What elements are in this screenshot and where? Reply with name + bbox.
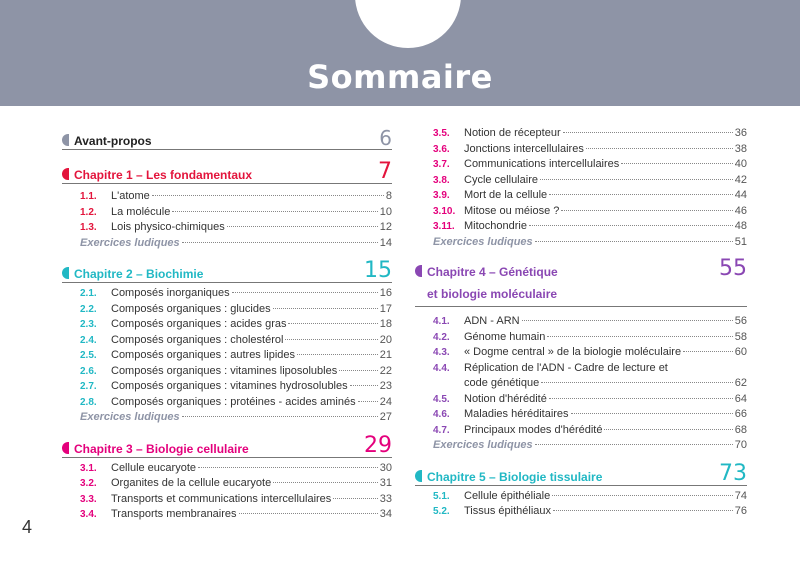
toc-entry[interactable] [62, 461, 392, 477]
entry-title: Cycle cellulaire [464, 173, 538, 186]
leader-dots [549, 398, 733, 399]
toc-entry[interactable] [62, 286, 392, 302]
entry-page: 74 [734, 489, 747, 502]
entry-title: Jonctions intercellulaires [464, 142, 584, 155]
leader-dots [571, 413, 733, 414]
entry-page: 17 [379, 302, 392, 315]
toc-entry[interactable] [62, 364, 392, 380]
leader-dots [358, 401, 378, 402]
toc-entry[interactable] [62, 348, 392, 364]
toc-entry[interactable] [415, 392, 747, 408]
chapter-marker-icon [62, 134, 69, 146]
entry-title: Transports membranaires [111, 508, 237, 520]
entry-title: Principaux modes d'hérédité [464, 423, 603, 436]
leader-dots [273, 482, 378, 483]
toc-entry[interactable] [415, 407, 747, 423]
chapter-page: 73 [719, 460, 747, 486]
exercises-entry[interactable] [62, 410, 392, 426]
entry-number: 2.4. [80, 334, 97, 346]
toc-entry[interactable] [62, 507, 392, 523]
entry-page: 24 [379, 395, 392, 408]
entry-title: Composés organiques : vitamines liposolubles [111, 364, 338, 377]
spacer [62, 426, 392, 436]
toc-entry[interactable] [415, 219, 747, 235]
leader-dots [563, 132, 733, 133]
leader-dots [522, 320, 733, 321]
leader-dots [339, 370, 378, 371]
entry-title: Composés organiques : glucides [111, 302, 271, 315]
entry-title: ADN - ARN [464, 315, 520, 327]
entry-number: 4.1. [433, 316, 450, 327]
toc-entry[interactable] [415, 173, 747, 189]
toc-entry[interactable] [62, 333, 392, 349]
entry-title: Composés organiques : protéines - acides aminés [111, 395, 356, 408]
toc-entry[interactable] [62, 189, 392, 205]
entry-title: Composés organiques : acides gras [111, 318, 287, 330]
entry-number: 2.1. [80, 288, 97, 299]
entry-page: 58 [734, 330, 747, 343]
leader-dots [561, 210, 732, 211]
spacer [62, 150, 392, 162]
leader-dots [182, 416, 378, 417]
entry-title: Lois physico-chimiques [111, 221, 225, 233]
leader-dots [547, 336, 732, 337]
entry-title: Composés organiques : autres lipides [111, 349, 296, 361]
entry-title: Composés organiques : cholestérol [111, 333, 284, 346]
leader-dots [239, 513, 378, 514]
entry-number: 2.2. [80, 303, 97, 315]
entry-number: 1.1. [80, 191, 97, 202]
entry-title: Notion d'hérédité [464, 392, 547, 405]
entry-number: 4.5. [433, 393, 450, 405]
leader-dots [529, 225, 733, 226]
entry-page: 18 [379, 318, 392, 330]
entry-number: 4.7. [433, 424, 450, 436]
toc-entry[interactable] [415, 504, 747, 520]
leader-dots [350, 385, 378, 386]
page-number: 4 [22, 517, 33, 537]
entry-number: 3.1. [80, 462, 97, 474]
entry-page: 21 [379, 349, 392, 361]
entry-number: 3.9. [433, 190, 450, 201]
entry-number: 4.2. [433, 331, 450, 343]
entry-page: 36 [734, 127, 747, 139]
leader-dots [549, 194, 733, 195]
spacer [62, 251, 392, 261]
chapter-page: 7 [378, 159, 392, 184]
leader-dots [553, 510, 733, 511]
chapter-4-heading[interactable] [415, 256, 747, 307]
chapter-4-heading-line [415, 256, 747, 281]
leader-dots [182, 242, 378, 243]
entry-page: 38 [734, 142, 747, 155]
leader-dots [586, 148, 733, 149]
entry-page: 23 [379, 380, 392, 392]
chapter-title: Avant-propos [74, 134, 152, 148]
chapter-marker-icon [415, 265, 422, 277]
entry-title-line1: Réplication de l'ADN - Cadre de lecture et [464, 361, 668, 374]
leader-dots [172, 211, 377, 212]
entry-number: 3.3. [80, 493, 97, 505]
leader-dots [273, 308, 378, 309]
entry-title: Organites de la cellule eucaryote [111, 477, 272, 489]
entry-number: 2.7. [80, 381, 97, 392]
leader-dots [288, 323, 377, 324]
toc-entry[interactable] [415, 188, 747, 204]
entry-page: 62 [734, 377, 747, 389]
chapter-5-heading[interactable] [415, 460, 747, 486]
entry-number: 5.2. [433, 506, 450, 517]
entry-number: 3.4. [80, 509, 97, 520]
leader-dots [540, 179, 733, 180]
leader-dots [604, 429, 732, 430]
leader-dots [621, 163, 732, 164]
toc-entry[interactable] [62, 492, 392, 508]
entry-page: 76 [734, 505, 747, 517]
entry-number: 3.7. [433, 159, 450, 170]
exercises-entry[interactable] [62, 236, 392, 252]
toc-entry[interactable] [415, 126, 747, 142]
entry-page: 14 [379, 236, 392, 249]
entry-page: 70 [734, 439, 747, 451]
chapter-title-line2: et biologie moléculaire [427, 287, 558, 301]
chapter-title: Chapitre 1 – Les fondamentaux [74, 168, 253, 182]
chapter-page: 55 [719, 256, 747, 281]
toc-entry[interactable] [62, 205, 392, 221]
entry-title: Génome humain [464, 330, 546, 343]
entry-title: Exercices ludiques [80, 411, 180, 423]
entry-page: 68 [734, 423, 747, 436]
leader-dots [535, 444, 733, 445]
entry-number: 3.2. [80, 478, 97, 489]
toc-entry[interactable] [62, 379, 392, 395]
entry-title: Cellule eucaryote [111, 461, 196, 474]
entry-number: 4.6. [433, 409, 450, 420]
section-avant-propos[interactable] [62, 128, 392, 150]
entry-title: Cellule épithéliale [464, 489, 551, 502]
toc-left-column [62, 128, 392, 523]
entry-number: 2.5. [80, 350, 97, 361]
entry-title: Transports et communications intercellulaires [111, 492, 332, 505]
entry-title: La molécule [111, 205, 171, 218]
entry-number: 5.1. [433, 490, 450, 502]
entry-title: Composés organiques : vitamines hydrosolubles [111, 380, 348, 392]
chapter-title: Chapitre 5 – Biologie tissulaire [427, 469, 603, 484]
chapter-title: Chapitre 3 – Biologie cellulaire [74, 441, 249, 456]
chapter-page: 29 [364, 432, 392, 458]
chapter-2-heading[interactable] [62, 258, 392, 283]
chapter-3-heading[interactable] [62, 432, 392, 458]
leader-dots [683, 351, 733, 352]
chapter-marker-icon [62, 168, 69, 180]
entry-page: 64 [734, 392, 747, 405]
entry-title: Mitose ou méiose ? [464, 204, 560, 217]
exercises-entry[interactable] [415, 235, 747, 251]
entry-page: 20 [379, 333, 392, 346]
leader-dots [541, 382, 733, 383]
chapter-title: Chapitre 4 – Génétique [427, 265, 558, 279]
entry-title: Mitochondrie [464, 220, 527, 232]
entry-page: 51 [734, 235, 747, 248]
toc-entry[interactable] [62, 302, 392, 318]
entry-page: 66 [734, 408, 747, 420]
toc-entry[interactable] [415, 330, 747, 346]
header-banner [0, 0, 800, 106]
entry-number: 3.8. [433, 174, 450, 186]
entry-title: Exercices ludiques [80, 236, 180, 249]
entry-title-line2 [464, 376, 747, 392]
entry-title: Mort de la cellule [464, 189, 548, 201]
toc-entry[interactable] [415, 142, 747, 158]
entry-title: Tissus épithéliaux [464, 505, 552, 517]
toc-right-column [415, 126, 747, 520]
entry-page: 30 [379, 461, 392, 474]
entry-title: L'atome [111, 190, 150, 202]
entry-page: 40 [734, 158, 747, 170]
entry-page: 10 [379, 205, 392, 218]
leader-dots [552, 495, 733, 496]
chapter-page: 6 [379, 126, 392, 150]
leader-dots [297, 354, 378, 355]
chapter-marker-icon [415, 470, 422, 482]
leader-dots [285, 339, 377, 340]
entry-number: 2.8. [80, 396, 97, 408]
chapter-title: Chapitre 2 – Biochimie [74, 267, 204, 281]
entry-page: 60 [734, 346, 747, 358]
entry-page: 34 [379, 508, 392, 520]
banner-circle [355, 0, 461, 48]
spacer [415, 250, 747, 259]
entry-page: 16 [379, 287, 392, 299]
entry-title: Exercices ludiques [433, 235, 533, 248]
entry-number: 2.3. [80, 319, 97, 330]
leader-dots [152, 195, 384, 196]
entry-page: 8 [385, 190, 392, 202]
entry-page: 33 [379, 492, 392, 505]
entry-title: Notion de récepteur [464, 127, 561, 139]
entry-number: 3.5. [433, 128, 450, 139]
entry-number: 4.3. [433, 347, 450, 358]
leader-dots [227, 226, 378, 227]
toc-entry[interactable] [415, 345, 747, 361]
toc-entry[interactable] [415, 361, 747, 392]
entry-title: Exercices ludiques [433, 439, 533, 451]
entry-number: 1.2. [80, 206, 97, 218]
chapter-1-heading[interactable] [62, 159, 392, 184]
toc-entry[interactable] [62, 220, 392, 236]
leader-dots [198, 467, 378, 468]
entry-number: 3.11. [433, 221, 455, 232]
entry-number: 4.4. [433, 362, 450, 374]
entry-number: 3.10. [433, 205, 456, 217]
entry-page: 48 [734, 220, 747, 232]
toc-entry[interactable] [415, 423, 747, 439]
toc-entry[interactable] [415, 204, 747, 220]
entry-page: 42 [734, 173, 747, 186]
toc-entry[interactable] [415, 489, 747, 505]
entry-page: 27 [379, 411, 392, 423]
entry-number: 2.6. [80, 365, 97, 377]
spacer [415, 454, 747, 464]
entry-number: 3.6. [433, 143, 450, 155]
toc-entry[interactable] [62, 476, 392, 492]
entry-page: 46 [734, 204, 747, 217]
entry-number: 1.3. [80, 222, 97, 233]
entry-page: 31 [379, 477, 392, 489]
toc-entry[interactable] [62, 317, 392, 333]
entry-title: Maladies héréditaires [464, 408, 569, 420]
entry-title [464, 361, 747, 392]
entry-title: Communications intercellulaires [464, 158, 620, 170]
toc-entry[interactable] [415, 314, 747, 330]
entry-page: 56 [734, 315, 747, 327]
exercises-entry[interactable] [415, 438, 747, 454]
leader-dots [333, 498, 377, 499]
toc-entry[interactable] [415, 157, 747, 173]
entry-title: Composés inorganiques [111, 287, 230, 299]
toc-entry[interactable] [62, 395, 392, 411]
leader-dots [535, 241, 733, 242]
chapter-page: 15 [364, 258, 392, 283]
entry-page: 44 [734, 189, 747, 201]
page-title: Sommaire [307, 58, 493, 96]
chapter-marker-icon [62, 442, 69, 454]
entry-page: 22 [379, 364, 392, 377]
spacer [415, 307, 747, 314]
entry-title-text: code génétique [464, 377, 540, 389]
leader-dots [232, 292, 378, 293]
entry-title: « Dogme central » de la biologie moléculaire [464, 346, 682, 358]
entry-page: 12 [379, 221, 392, 233]
chapter-marker-icon [62, 267, 69, 279]
